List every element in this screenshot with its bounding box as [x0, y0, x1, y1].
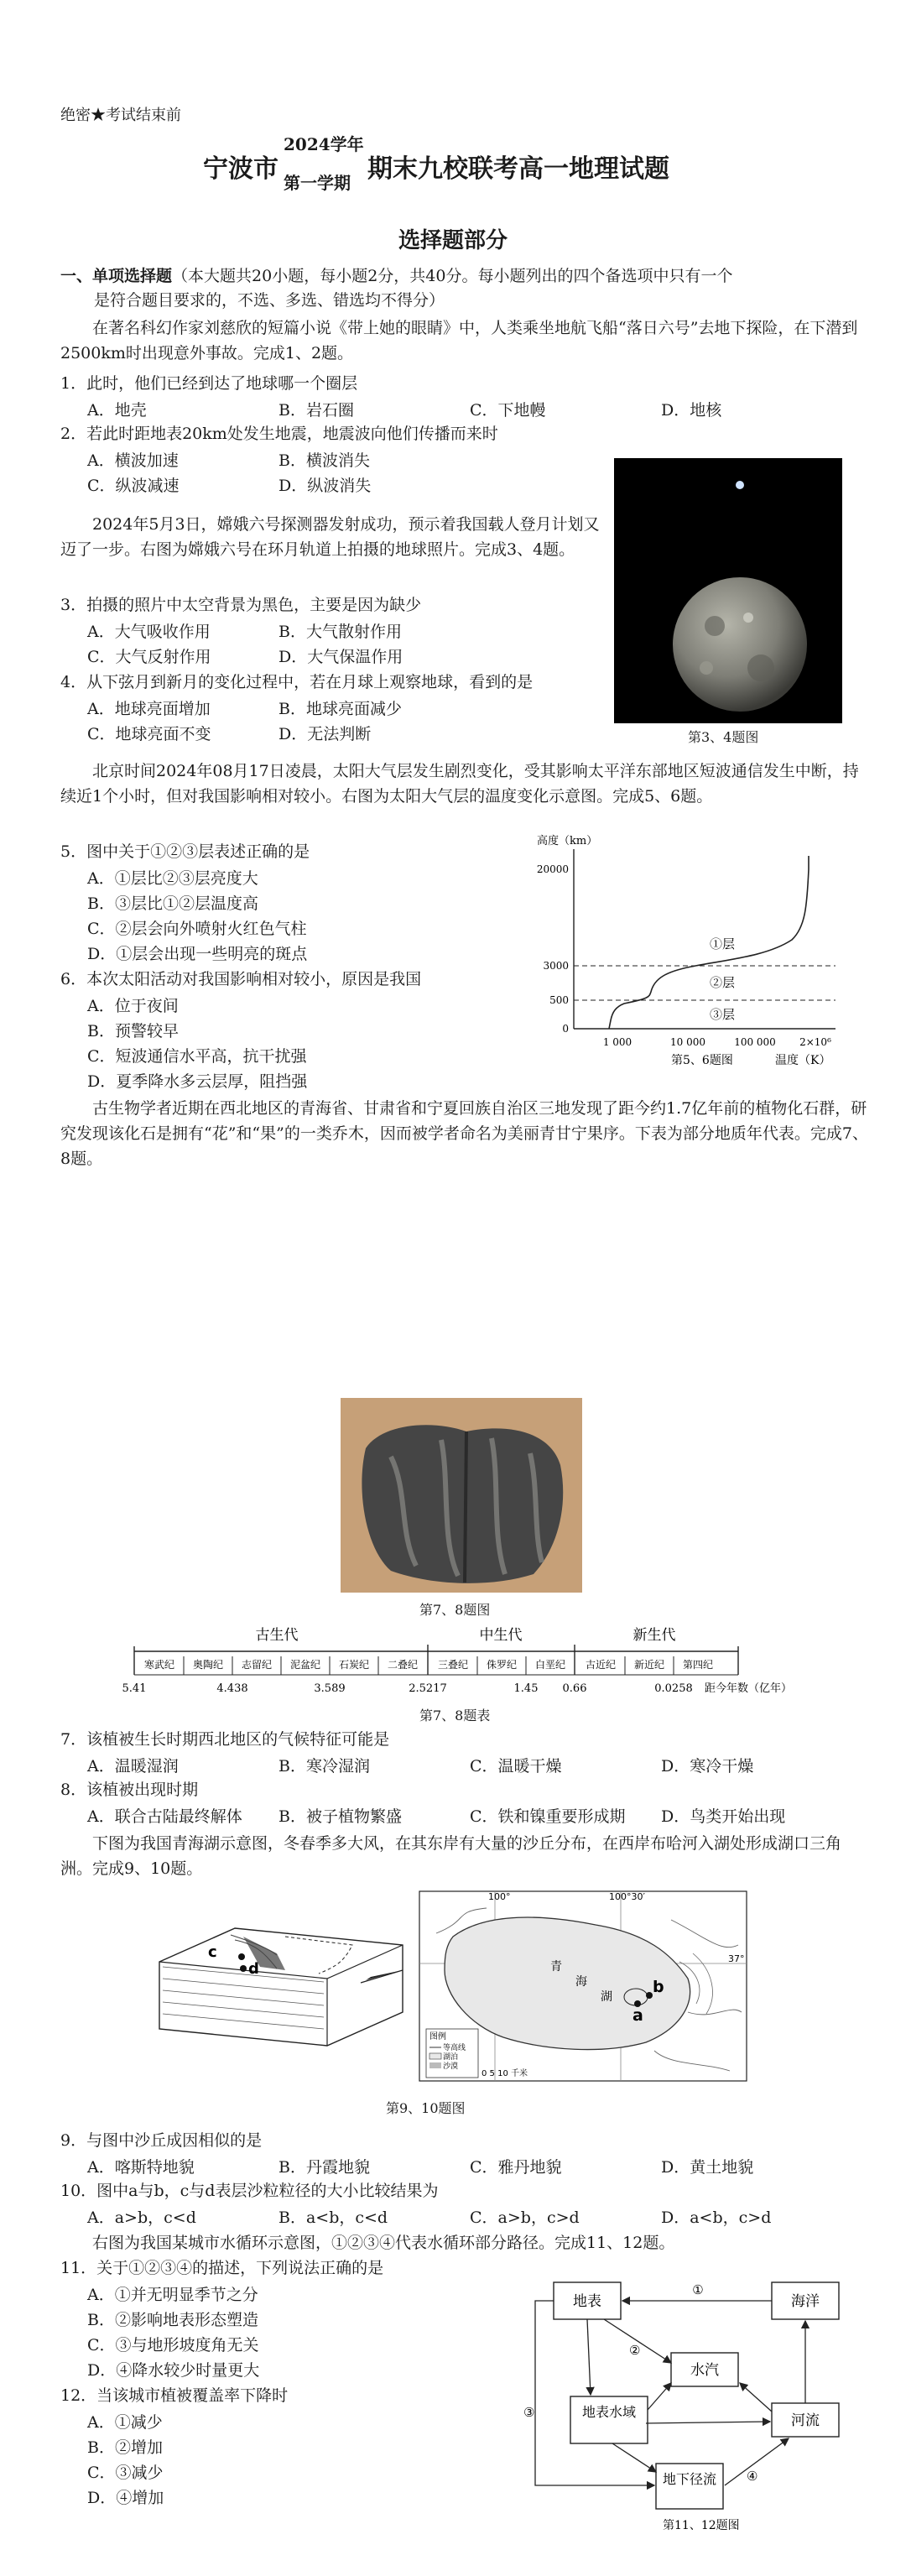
layer-1-label: ①层	[710, 936, 736, 952]
age-label: 5.41	[122, 1682, 147, 1695]
label-b: b	[653, 1978, 664, 1996]
secret-mark: 绝密★考试结束前	[60, 107, 181, 124]
period-label: 新近纪	[633, 1659, 665, 1671]
period-label: 石炭纪	[338, 1659, 370, 1671]
question-stem: 9．与图中沙丘成因相似的是	[60, 2131, 263, 2150]
title-year: 2024学年	[284, 134, 364, 154]
option[interactable]: C．③减少	[87, 2464, 164, 2482]
ytick-label: 3000	[543, 960, 569, 972]
option[interactable]: A．①并无明显季节之分	[87, 2286, 258, 2304]
option[interactable]: A．地球亮面增加	[87, 700, 211, 718]
option[interactable]: C．下地幔	[470, 401, 546, 420]
age-label: 0.0258	[654, 1682, 693, 1695]
option[interactable]: A．①减少	[87, 2413, 163, 2432]
era-paleozoic: 古生代	[255, 1627, 299, 1644]
option[interactable]: D．a<b，c>d	[661, 2208, 772, 2227]
option[interactable]: B．寒冷湿润	[279, 1757, 370, 1776]
fig78-table-caption: 第7、8题表	[419, 1708, 491, 1723]
option[interactable]: C．②层会向外喷射火红色气柱	[87, 920, 307, 938]
age-label: 4.438	[216, 1682, 248, 1695]
xtick-label: 100 000	[734, 1036, 776, 1048]
path-2-label: ②	[629, 2343, 641, 2358]
section-title: 选择题部分	[398, 228, 508, 253]
fossil-svg	[341, 1398, 582, 1593]
option[interactable]: C．③与地形坡度角无关	[87, 2336, 259, 2354]
option[interactable]: B．丹霞地貌	[279, 2158, 370, 2177]
label-c: c	[208, 1943, 217, 1961]
chart-xlabel: 温度（K）	[775, 1054, 831, 1067]
fig34-caption: 第3、4题图	[688, 729, 759, 745]
option[interactable]: D．黄土地貌	[661, 2158, 754, 2177]
question-stem: 1．此时，他们已经到达了地球哪一个圈层	[60, 374, 358, 393]
geologic-timetable-svg	[117, 1619, 872, 1712]
temperature-curve	[609, 856, 809, 1029]
option[interactable]: B．③层比①②层温度高	[87, 894, 258, 913]
period-labels	[144, 1658, 713, 1671]
fig56-caption: 第5、6题图	[671, 1054, 733, 1067]
lake-map-svg	[151, 1886, 755, 2088]
ytick-label: 500	[549, 994, 569, 1006]
option[interactable]: A．①层比②③层亮度大	[87, 869, 258, 888]
layer-2-label: ②层	[710, 975, 736, 990]
option[interactable]: D．夏季降水多云层厚，阻挡强	[87, 1072, 308, 1091]
moon-earth-svg	[614, 458, 842, 723]
option[interactable]: A．a>b，c<d	[87, 2208, 196, 2227]
xtick-label: 1 000	[602, 1036, 632, 1048]
option[interactable]: D．地核	[661, 401, 722, 420]
legend-title: 图例	[429, 2032, 446, 2042]
node-underground: 地下径流	[662, 2471, 717, 2487]
option[interactable]: A．横波加速	[87, 451, 179, 470]
option[interactable]: A．大气吸收作用	[87, 623, 211, 641]
option[interactable]: C．温暖干燥	[470, 1757, 562, 1776]
option[interactable]: D．④降水较少时量更大	[87, 2361, 260, 2380]
exam-title	[203, 128, 790, 195]
ytick-label: 20000	[536, 863, 569, 875]
fig910-caption: 第9、10题图	[386, 2100, 466, 2116]
label-d: d	[248, 1960, 259, 1978]
instructions-line1: （本大题共20小题，每小题2分，共40分。每小题列出的四个备选项中只有一个	[172, 267, 733, 285]
label-a: a	[632, 2006, 643, 2025]
lake-name-1: 青	[550, 1960, 562, 1974]
option[interactable]: A．联合古陆最终解体	[87, 1807, 242, 1826]
title-main: 期末九校联考高一地理试题	[367, 154, 669, 184]
age-label: 2.5217	[409, 1682, 447, 1695]
option[interactable]: B．②增加	[87, 2438, 163, 2457]
option[interactable]: C．a>b，c>d	[470, 2208, 580, 2227]
lat-37: 37°	[728, 1953, 745, 1964]
period-label: 奥陶纪	[192, 1659, 224, 1671]
age-labels	[122, 1682, 792, 1695]
sun-chart-svg	[523, 831, 876, 1082]
lon-100-30: 100°30′	[609, 1891, 645, 1902]
option[interactable]: C．雅丹地貌	[470, 2158, 562, 2177]
option[interactable]: D．鸟类开始出现	[661, 1807, 786, 1826]
option[interactable]: D．寒冷干燥	[661, 1757, 754, 1776]
option[interactable]: A．喀斯特地貌	[87, 2158, 195, 2177]
option[interactable]: C．纵波减速	[87, 477, 180, 495]
water-cycle-svg	[520, 2266, 872, 2542]
part-heading-label: 一、单项选择题	[60, 267, 173, 285]
option[interactable]: C．短波通信水平高，抗干扰强	[87, 1047, 307, 1066]
earth-dot	[736, 481, 744, 489]
period-label: 古近纪	[585, 1659, 617, 1671]
option[interactable]: B．地球亮面减少	[279, 700, 402, 718]
question-stem: 6．本次太阳活动对我国影响相对较小，原因是我国	[60, 970, 422, 988]
option[interactable]: C．铁和镍重要形成期	[470, 1807, 626, 1826]
age-unit-label: 距今年数（亿年）	[705, 1682, 793, 1695]
period-label: 侏罗纪	[486, 1659, 518, 1671]
passage-6: 右图为我国某城市水循环示意图，①②③④代表水循环部分路径。完成11、12题。	[92, 2234, 675, 2252]
period-label: 二叠纪	[387, 1659, 419, 1671]
era-cenozoic: 新生代	[632, 1627, 676, 1644]
fig1112-caption: 第11、12题图	[663, 2519, 740, 2532]
option[interactable]: B．岩石圈	[279, 401, 354, 420]
node-river: 河流	[791, 2412, 820, 2429]
earth-from-moon-photo	[614, 458, 842, 723]
xtick-label: 10 000	[670, 1036, 705, 1048]
age-label: 3.589	[314, 1682, 346, 1695]
node-surface: 地表	[573, 2293, 601, 2310]
period-label: 第四纪	[682, 1659, 714, 1671]
question-stem: 12．当该城市植被覆盖率下降时	[60, 2386, 289, 2405]
option[interactable]: B．预警较早	[87, 1022, 179, 1040]
age-label: 0.66	[562, 1682, 587, 1695]
node-ocean: 海洋	[791, 2293, 820, 2310]
passage-4: 古生物学者近期在西北地区的青海省、甘肃省和宁夏回族自治区三地发现了距今约1.7亿年前的植物化石群，研究发现该化石是拥有“花”和“果”的一类乔木，因而被学者命名为美丽青甘宁果序。下表为部分地质年代表。完成7、8题。	[60, 1099, 868, 1168]
period-label: 三叠纪	[437, 1659, 469, 1671]
part-heading	[60, 265, 732, 288]
map-scale: 0 5 10 千米	[482, 2069, 528, 2078]
title-city: 宁波市	[203, 154, 279, 184]
fossil-photo	[341, 1398, 582, 1593]
chart-ylabel: 高度（km）	[537, 835, 598, 847]
moon-disc	[673, 577, 807, 712]
age-label: 1.45	[513, 1682, 539, 1695]
legend-lake: 湖泊	[443, 2053, 459, 2062]
option[interactable]: A．位于夜间	[87, 997, 179, 1015]
question-stem: 3．拍摄的照片中太空背景为黑色，主要是因为缺少	[60, 596, 422, 614]
instructions-line2: 是符合题目要求的，不选、多选、错选均不得分）	[94, 291, 445, 310]
geologic-timetable	[117, 1619, 872, 1712]
legend-desert: 沙漠	[443, 2062, 459, 2071]
passage-5: 下图为我国青海湖示意图，冬春季多大风，在其东岸有大量的沙丘分布，在西岸布哈河入湖处形成湖口三角洲。完成9、10题。	[60, 1834, 842, 1878]
question-stem: 5．图中关于①②③层表述正确的是	[60, 842, 310, 861]
period-label: 志留纪	[241, 1659, 273, 1671]
node-surface-water: 地表水域	[581, 2404, 637, 2420]
question-stem: 11．关于①②③④的描述，下列说法正确的是	[60, 2259, 384, 2277]
question-stem: 10．图中a与b，c与d表层沙粒粒径的大小比较结果为	[60, 2182, 439, 2200]
period-label: 泥盆纪	[289, 1659, 321, 1671]
passage-1: 在著名科幻作家刘慈欣的短篇小说《带上她的眼睛》中，人类乘坐地航飞船“落日六号”去地下探险，在下潜到2500km时出现意外事故。完成1、2题。	[60, 319, 858, 362]
option[interactable]: D．纵波消失	[279, 477, 372, 495]
question-stem: 7．该植被生长时期西北地区的气候特征可能是	[60, 1730, 390, 1749]
legend-contour: 等高线	[443, 2044, 466, 2052]
xtick-label: 2×10⁶	[799, 1036, 831, 1048]
option[interactable]: D．①层会出现一些明亮的斑点	[87, 945, 308, 963]
option[interactable]: C．地球亮面不变	[87, 725, 211, 743]
path-1-label: ①	[692, 2282, 704, 2297]
option[interactable]: B．②影响地表形态塑造	[87, 2311, 258, 2329]
node-vapor: 水汽	[690, 2362, 719, 2379]
era-mesozoic: 中生代	[479, 1627, 523, 1644]
ytick-label: 0	[562, 1023, 569, 1035]
sun-atmosphere-chart	[523, 831, 876, 1082]
option[interactable]: C．大气反射作用	[87, 648, 211, 666]
qinghai-lake-map	[151, 1886, 755, 2088]
option[interactable]: B．被子植物繁盛	[279, 1807, 402, 1826]
option[interactable]: D．无法判断	[279, 725, 372, 743]
question-stem: 8．该植被出现时期	[60, 1781, 199, 1799]
period-label: 寒武纪	[143, 1659, 175, 1671]
option[interactable]: D．大气保温作用	[279, 648, 403, 666]
title-term: 第一学期	[284, 173, 351, 193]
passage-3: 北京时间2024年08月17日凌晨，太阳大气层发生剧烈变化，受其影响太平洋东部地区短波通信发生中断，持续近1个小时，但对我国影响相对较小。右图为太阳大气层的温度变化示意图。完成5、6题。	[60, 762, 859, 806]
option[interactable]: B．大气散射作用	[279, 623, 402, 641]
water-cycle-diagram	[520, 2266, 872, 2542]
fig78-photo-caption: 第7、8题图	[419, 1602, 491, 1618]
layer-3-label: ③层	[710, 1007, 736, 1022]
lake-name-2: 海	[575, 1975, 587, 1989]
question-stem: 2．若此时距地表20km处发生地震，地震波向他们传播而来时	[60, 425, 498, 443]
option[interactable]: A．温暖湿润	[87, 1757, 179, 1776]
option[interactable]: A．地壳	[87, 401, 147, 420]
lake-name-3: 湖	[601, 1990, 612, 2004]
question-stem: 4．从下弦月到新月的变化过程中，若在月球上观察地球，看到的是	[60, 673, 534, 691]
path-3-label: ③	[523, 2405, 535, 2420]
option[interactable]: B．横波消失	[279, 451, 370, 470]
period-label: 白垩纪	[534, 1659, 566, 1671]
passage-2: 2024年5月3日，嫦娥六号探测器发射成功，预示着我国载人登月计划又迈了一步。右图为嫦娥六号在环月轨道上拍摄的地球照片。完成3、4题。	[60, 515, 600, 559]
path-4-label: ④	[747, 2469, 758, 2484]
option[interactable]: D．④增加	[87, 2489, 164, 2507]
lon-100: 100°	[488, 1891, 511, 1902]
option[interactable]: B．a<b，c<d	[279, 2208, 388, 2227]
